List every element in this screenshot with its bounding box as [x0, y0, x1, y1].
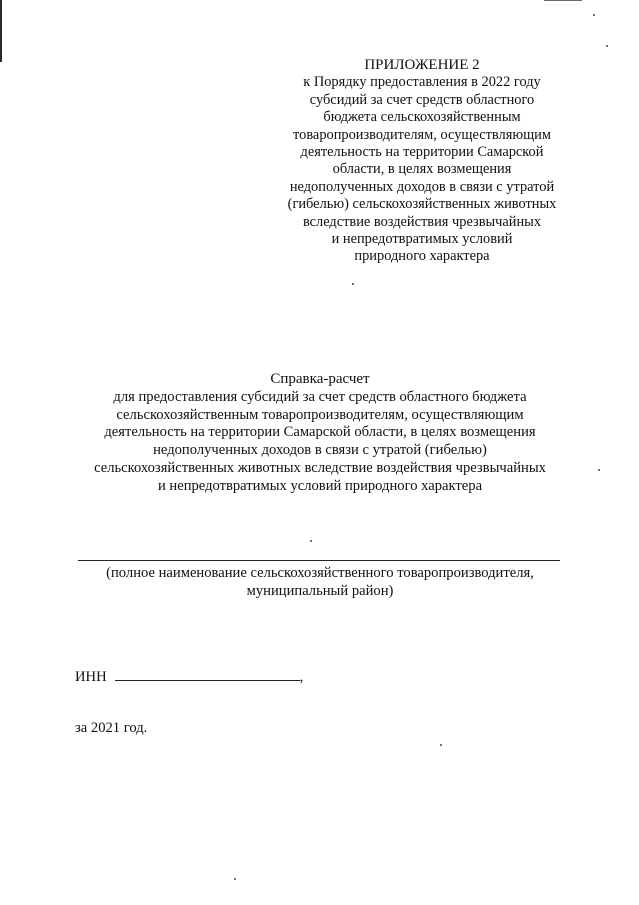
- producer-caption: [70, 564, 570, 600]
- appendix-heading: ПРИЛОЖЕНИЕ 2: [364, 57, 480, 73]
- producer-caption-line: муниципальный район): [246, 583, 394, 599]
- appendix-line: области, в целях возмещения: [332, 161, 512, 178]
- appendix-line: и непредотвратимых условий: [331, 231, 513, 248]
- scan-speck: [352, 283, 354, 285]
- inn-blank-line: [115, 668, 300, 681]
- inn-suffix: ,: [299, 669, 304, 685]
- inn-field: [75, 668, 303, 686]
- form-subtitle-line: недополученных доходов в связи с утратой (гибелью): [153, 442, 487, 459]
- producer-caption-line: (полное наименование сельскохозяйственного товаропроизводителя,: [106, 565, 534, 581]
- form-subtitle-line: деятельность на территории Самарской области, в целях возмещения: [104, 424, 536, 441]
- form-subtitle-line: для предоставления субсидий за счет средств областного бюджета: [113, 388, 527, 405]
- appendix-line: деятельность на территории Самарской: [300, 144, 544, 161]
- period-text: за 2021 год.: [75, 720, 148, 736]
- appendix-line: недополученных доходов в связи с утратой: [289, 178, 555, 195]
- scan-speck: [593, 14, 595, 16]
- scan-speck: [606, 45, 608, 47]
- appendix-line: к Порядку предоставления в 2022 году: [303, 74, 541, 91]
- appendix-line: бюджета сельскохозяйственным: [323, 109, 521, 126]
- form-subtitle-line: сельскохозяйственным товаропроизводителям, осуществляющим: [116, 406, 524, 423]
- scan-speck: [234, 878, 236, 880]
- scan-speck: [598, 469, 600, 471]
- producer-name-line: [78, 560, 560, 561]
- appendix-line: (гибелью) сельскохозяйственных животных: [287, 196, 557, 213]
- scan-edge-left: [0, 0, 2, 62]
- form-title-block: [60, 371, 580, 496]
- appendix-line: природного характера: [354, 248, 490, 265]
- scan-edge-top: [544, 0, 582, 1]
- form-subtitle-line: и непредотвратимых условий природного характера: [157, 477, 483, 494]
- appendix-line: товаропроизводителям, осуществляющим: [293, 126, 551, 143]
- appendix-line: вследствие воздействия чрезвычайных: [302, 213, 542, 230]
- appendix-line: субсидий за счет средств областного: [309, 91, 535, 108]
- form-subtitle-line: сельскохозяйственных животных вследствие воздействия чрезвычайных: [94, 459, 546, 476]
- form-title: Справка-расчет: [270, 371, 370, 387]
- scan-speck: [310, 540, 312, 542]
- scan-speck: [440, 744, 442, 746]
- inn-label: ИНН: [75, 669, 107, 685]
- appendix-header: [262, 57, 582, 266]
